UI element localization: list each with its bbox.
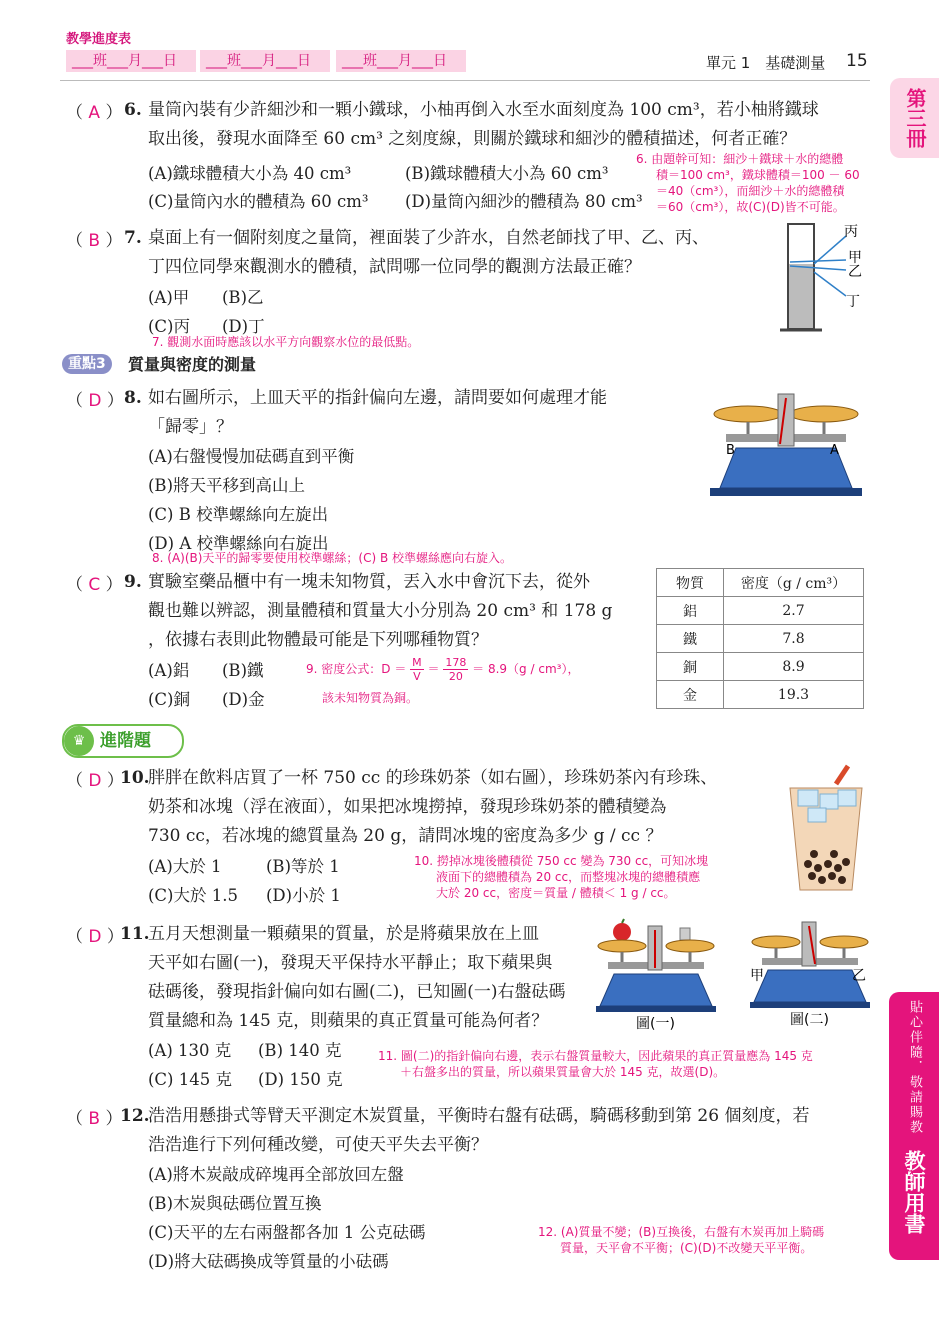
- table-row: [657, 597, 864, 625]
- fig7-label-bing: 丙: [844, 224, 858, 240]
- q9-answer: （ C ）: [66, 575, 123, 595]
- table-cell: 7.8: [724, 625, 864, 653]
- q11-line1: 五月天想測量一顆蘋果的質量，於是將蘋果放在上皿: [148, 924, 539, 944]
- teacher-side-tab: [889, 992, 939, 1260]
- q6-note-4: ＝60（cm³），故(C)(D)皆不可能。: [656, 200, 845, 214]
- q8-note: 8. (A)(B)天平的歸零要使用校準螺絲；(C) B 校準螺絲應向右旋入。: [152, 551, 513, 565]
- q6-answer: （ A ）: [66, 103, 123, 123]
- table-cell: 銅: [657, 653, 724, 681]
- q11-line2: 天平如右圖(一)，發現天平保持水平靜止；取下蘋果與: [148, 953, 553, 973]
- q9-note: 9. 密度公式：D ＝ $\frac{M}{V}$ ＝ $\frac{178}{20} = 8.9(g / cm^3)$，: [306, 656, 580, 683]
- balance-figure-1: [596, 918, 720, 1030]
- unit-title: 單元 1 基礎測量: [706, 54, 826, 72]
- side-tab-slogan: 貼心伴隨．敬請賜教: [907, 1000, 922, 1135]
- q7-note: 7. 觀測水面時應該以水平方向觀察水位的最低點。: [152, 335, 420, 349]
- table-row: [657, 653, 864, 681]
- q6-option-d: (D)量筒內細沙的體積為 80 cm³: [405, 192, 643, 211]
- q8-option-a: (A)右盤慢慢加砝碼直到平衡: [148, 447, 355, 466]
- q9-line1: 實驗室藥品櫃中有一塊未知物質，丟入水中會沉下去，從外: [148, 572, 590, 592]
- q8-line1: 如右圖所示，上皿天平的指針偏向左邊，請問要如何處理才能: [148, 388, 607, 408]
- q9-line3: ，依據右表則此物體最可能是下列哪種物質？: [148, 630, 488, 650]
- table-row: [657, 625, 864, 653]
- advanced-section-badge: [62, 724, 184, 758]
- table-cell: 8.9: [724, 653, 864, 681]
- fig7-label-ding: 丁: [846, 294, 860, 310]
- graduated-cylinder-figure: [760, 222, 870, 334]
- q11-option-a: (A) 130 克: [148, 1041, 232, 1060]
- fig11-label-yi: 乙: [852, 968, 866, 984]
- section-title: 質量與密度的測量: [128, 355, 257, 374]
- fig11-caption-2: 圖(二): [790, 1012, 829, 1028]
- q10-answer: （ D ）: [66, 771, 124, 791]
- schedule-title: 教學進度表: [66, 32, 132, 47]
- q6-note-3: ＝40（cm³），而細沙＋水的總體積: [656, 184, 845, 198]
- q6-option-c: (C)量筒內水的體積為 60 cm³: [148, 192, 369, 211]
- q6-line1: 量筒內裝有少許細沙和一顆小鐵球，小柚再倒入水至水面刻度為 100 cm³，若小柚將鐵球: [148, 100, 819, 120]
- q12-option-d: (D)將大砝碼換成等質量的小砝碼: [148, 1252, 389, 1271]
- fig8-label-b: B: [726, 443, 735, 458]
- q11-option-b: (B) 140 克: [258, 1041, 342, 1060]
- q10-note-1: 10. 撈掉冰塊後體積從 750 cc 變為 730 cc，可知冰塊: [414, 854, 709, 868]
- table-cell: 鐵: [657, 625, 724, 653]
- q11-option-c: (C) 145 克: [148, 1070, 232, 1089]
- fig11-label-jia: 甲: [750, 968, 764, 984]
- q10-option-d: (D)小於 1: [266, 886, 341, 905]
- q7-option-b: (B)乙: [222, 288, 264, 307]
- q11-note-2: ＋右盤多出的質量，所以蘋果質量會大於 145 克，故選(D)。: [400, 1065, 726, 1079]
- q8-line2: 「歸零」？: [148, 417, 233, 437]
- q12-option-b: (B)木炭與砝碼位置互換: [148, 1194, 322, 1213]
- crown-icon: ♛: [64, 726, 94, 756]
- q12-note-2: 質量，天平會不平衡；(C)(D)不改變天平平衡。: [560, 1241, 813, 1255]
- table-cell: 金: [657, 681, 724, 709]
- q12-number: 12.: [120, 1106, 150, 1126]
- table-row: [657, 681, 864, 709]
- schedule-box-3: ___班___月___日: [336, 50, 466, 72]
- q8-option-b: (B)將天平移到高山上: [148, 476, 305, 495]
- q7-option-d: (D)丁: [222, 317, 265, 336]
- schedule-box-1: ___班___月___日: [66, 50, 196, 72]
- fig7-label-jia: 甲: [848, 250, 862, 266]
- q6-option-b: (B)鐵球體積大小為 60 cm³: [405, 164, 609, 183]
- q7-line1: 桌面上有一個附刻度之量筒，裡面裝了少許水，自然老師找了甲、乙、丙、: [148, 228, 709, 248]
- balance-figure-q8: [706, 384, 866, 500]
- advanced-label: 進階題: [100, 731, 151, 751]
- balance-figure-2: [748, 918, 872, 1030]
- q10-note-3: 大於 20 cc，密度＝質量 / 體積＜ 1 g / cc。: [436, 886, 676, 900]
- q12-line1: 浩浩用懸掛式等臂天平測定木炭質量，平衡時右盤有砝碼，騎碼移動到第 26 個刻度，若: [148, 1106, 810, 1126]
- q10-note-2: 液面下的總體積為 20 cc，而整塊冰塊的總體積應: [436, 870, 701, 884]
- q10-line1: 胖胖在飲料店買了一杯 750 cc 的珍珠奶茶（如右圖），珍珠奶茶內有珍珠、: [148, 768, 718, 788]
- q12-line2: 浩浩進行下列何種改變，可使天平失去平衡？: [148, 1135, 488, 1155]
- fig8-label-a: A: [830, 443, 839, 458]
- q9-number: 9.: [124, 572, 142, 592]
- q8-option-d: (D) A 校準螺絲向右旋出: [148, 534, 329, 553]
- q8-option-c: (C) B 校準螺絲向左旋出: [148, 505, 329, 524]
- density-table: [656, 568, 864, 709]
- volume-tab: 第三冊: [890, 78, 939, 158]
- q9-option-d: (D)金: [222, 690, 265, 709]
- q8-number: 8.: [124, 388, 142, 408]
- page-number: 15: [846, 51, 868, 71]
- q10-line2: 奶茶和冰塊（浮在液面），如果把冰塊撈掉，發現珍珠奶茶的體積變為: [148, 797, 667, 817]
- q7-option-a: (A)甲: [148, 288, 190, 307]
- q7-answer: （ B ）: [66, 231, 123, 251]
- table-header-density: 密度（g / cm³）: [724, 569, 864, 597]
- q6-note-1: 6. 由題幹可知：細沙＋鐵球＋水的總體: [636, 152, 844, 166]
- q11-number: 11.: [120, 924, 150, 944]
- q12-note-1: 12. (A)質量不變；(B)互換後，右盤有木炭再加上騎碼: [538, 1225, 825, 1239]
- table-header-row: [657, 569, 864, 597]
- q8-answer: （ D ）: [66, 391, 124, 411]
- q12-option-a: (A)將木炭敲成碎塊再全部放回左盤: [148, 1165, 404, 1184]
- q10-line3: 730 cc，若冰塊的總質量為 20 g，請問冰塊的密度為多少 g / cc ？: [148, 826, 663, 846]
- q7-line2: 丁四位同學來觀測水的體積，試問哪一位同學的觀測方法最正確？: [148, 257, 641, 277]
- q6-note-2: 積＝100 cm³，鐵球體積＝100 － 60: [656, 168, 860, 182]
- q11-note-1: 11. 圖(二)的指針偏向右邊，表示右盤質量較大，因此蘋果的真正質量應為 145 克: [378, 1049, 813, 1063]
- q11-line3: 砝碼後，發現指針偏向如右圖(二)，已知圖(一)右盤砝碼: [148, 982, 566, 1002]
- q7-option-c: (C)丙: [148, 317, 190, 336]
- q6-line2: 取出後，發現水面降至 60 cm³ 之刻度線，則關於鐵球和細沙的體積描述，何者正確？: [148, 129, 797, 149]
- q6-number: 6.: [124, 100, 142, 120]
- q12-answer: （ B ）: [66, 1109, 123, 1129]
- q11-line4: 質量總和為 145 克，則蘋果的真正質量可能為何者？: [148, 1011, 549, 1031]
- table-cell: 19.3: [724, 681, 864, 709]
- table-cell: 2.7: [724, 597, 864, 625]
- q11-option-d: (D) 150 克: [258, 1070, 343, 1089]
- q11-answer: （ D ）: [66, 927, 124, 947]
- q9-line2: 觀也難以辨認，測量體積和質量大小分別為 20 cm³ 和 178 g: [148, 601, 613, 621]
- q6-option-a: (A)鐵球體積大小為 40 cm³: [148, 164, 352, 183]
- bubble-tea-figure: [784, 764, 868, 896]
- q10-option-c: (C)大於 1.5: [148, 886, 238, 905]
- table-cell: 鋁: [657, 597, 724, 625]
- fig11-caption-1: 圖(一): [636, 1016, 675, 1030]
- schedule-box-2: ___班___月___日: [200, 50, 330, 72]
- fig7-label-yi: 乙: [848, 264, 862, 280]
- section-badge: 重點3: [62, 354, 112, 374]
- table-header-substance: 物質: [657, 569, 724, 597]
- q9-option-b: (B)鐵: [222, 661, 264, 680]
- side-tab-title: 教師用書: [902, 1150, 926, 1234]
- q12-option-c: (C)天平的左右兩盤都各加 1 公克砝碼: [148, 1223, 426, 1242]
- q9-note-conclusion: 該未知物質為銅。: [322, 691, 419, 705]
- q10-option-a: (A)大於 1: [148, 857, 222, 876]
- q7-number: 7.: [124, 228, 142, 248]
- q10-number: 10.: [120, 768, 150, 788]
- q9-option-a: (A)鋁: [148, 661, 190, 680]
- q9-option-c: (C)銅: [148, 690, 190, 709]
- q10-option-b: (B)等於 1: [266, 857, 340, 876]
- header-divider: [60, 80, 870, 81]
